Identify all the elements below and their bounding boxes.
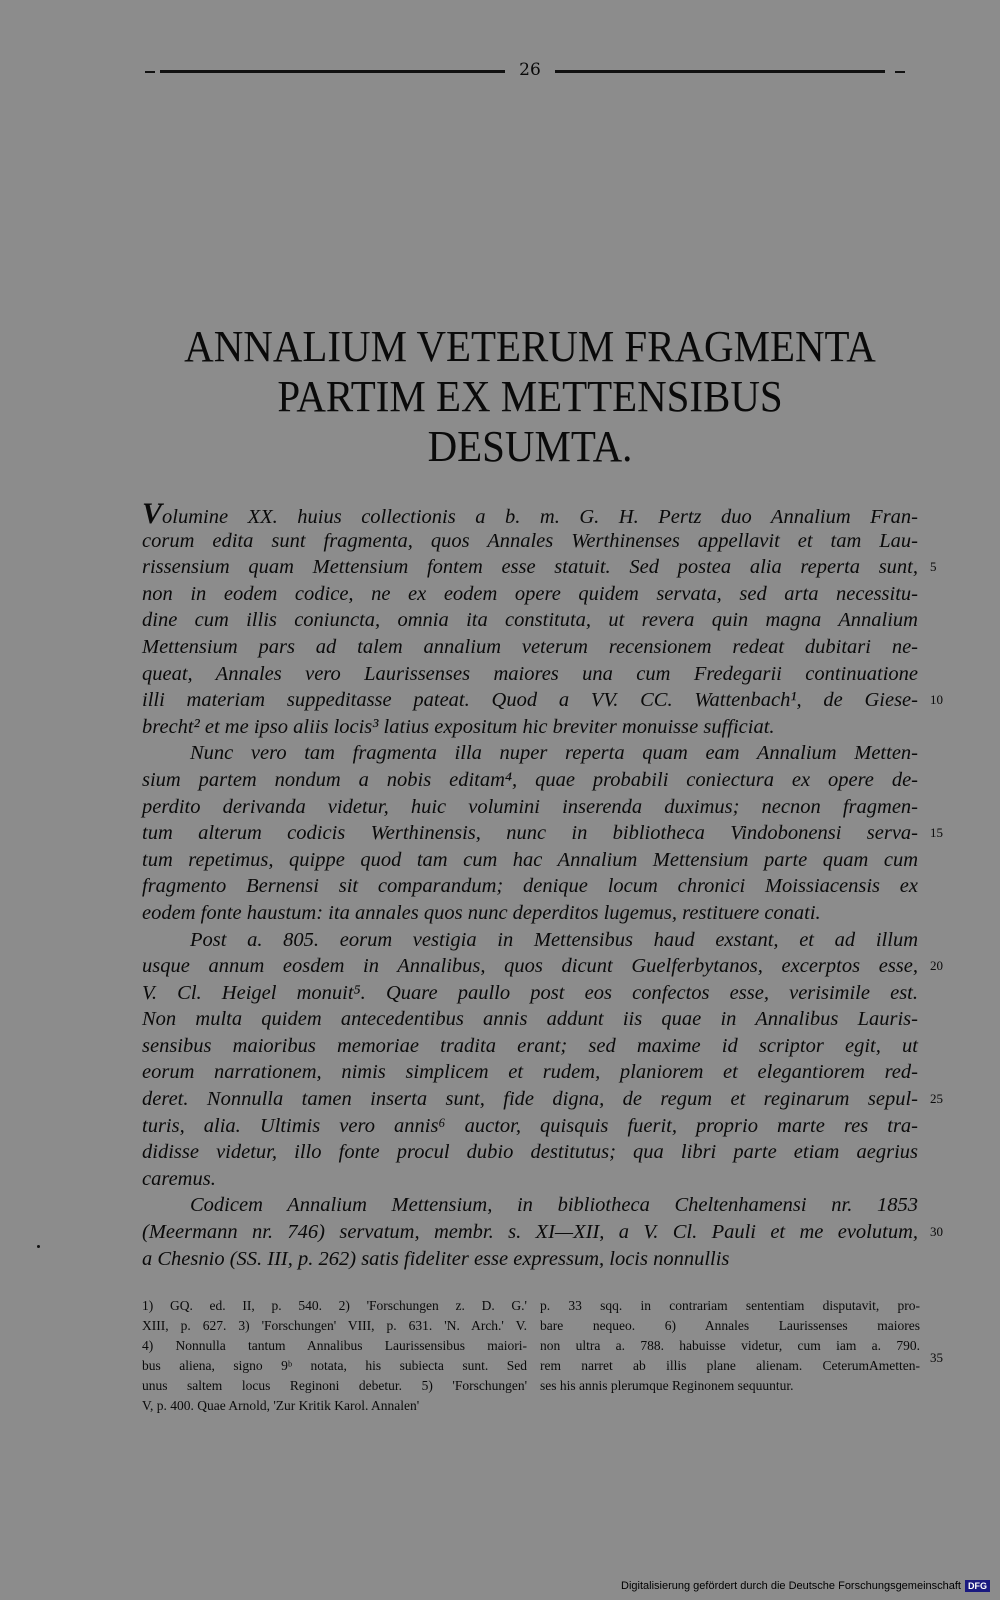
text-line: [142, 1192, 918, 1219]
text-line: [142, 900, 918, 927]
text-line-content: perdito derivanda videtur, huic volumini inserenda duximus; necnon fragmen-: [142, 795, 918, 818]
page-title: [167, 322, 892, 472]
title-line: PARTIM EX METTENSIBUS: [277, 372, 783, 421]
text-line-content: tum repetimus, quippe quod tam cum hac Annalium Mettensium parte quam cum: [142, 848, 918, 871]
text-line-content: eorum narrationem, nimis simplicem et rudem, planiorem et elegantiorem red-: [142, 1061, 918, 1084]
text-line-content: rissensium quam Mettensium fontem esse statuit. Sed postea alia reperta sunt,: [142, 556, 918, 579]
text-line: [142, 581, 918, 608]
margin-mark: [37, 1245, 40, 1248]
text-line: [142, 687, 943, 714]
footnotes-right: [540, 1296, 920, 1396]
text-line: [142, 1059, 918, 1086]
footnote-line: non ultra a. 788. habuisse videtur, cum iam a. 790.: [540, 1338, 920, 1353]
text-line-content: Nunc vero tam fragmenta illa nuper reperta quam eam Annalium Metten-: [190, 742, 918, 765]
text-line: [142, 554, 937, 581]
header-rule: [145, 71, 155, 73]
footer-text: Digitalisierung gefördert durch die Deutsche Forschungsgemeinschaft: [621, 1580, 961, 1592]
footnote-line: unus saltem locus Reginoni debetur. 5) 'Forschungen': [142, 1378, 527, 1393]
text-line-content: turis, alia. Ultimis vero annis⁶ auctor, quisquis fuerit, proprio marte res tra-: [142, 1114, 918, 1137]
text-line: [142, 794, 918, 821]
text-line: [142, 1139, 918, 1166]
text-line: [142, 980, 918, 1007]
text-line-content: fragmento Bernensi sit comparandum; denique locum chronici Moissiacensis ex: [142, 875, 918, 898]
footnote-line: bus aliena, signo 9ᵇ notata, his subiecta sunt. Sed: [142, 1358, 527, 1373]
line-number: 10: [930, 692, 943, 708]
footnote-line: 1) GQ. ed. II, p. 540. 2) 'Forschungen z. D. G.': [142, 1298, 527, 1313]
text-line: [142, 740, 918, 767]
line-number: 15: [930, 825, 943, 841]
text-line-content: queat, Annales vero Laurissenses maiores una cum Fredegarii continuatione: [142, 662, 918, 685]
text-line: [142, 927, 918, 954]
body-text: [142, 497, 943, 1272]
page-number: 26: [519, 60, 541, 80]
text-line: [142, 847, 918, 874]
title-line: ANNALIUM VETERUM FRAGMENTA: [184, 322, 876, 371]
footnote-line: 4) Nonnulla tantum Annalibus Laurissensibus maiori-: [142, 1338, 527, 1353]
text-line: [142, 953, 943, 980]
text-line: [142, 1006, 918, 1033]
text-line-content: Mettensium pars ad talem annalium veterum recensionem redeat dubitari ne-: [142, 635, 918, 658]
line-number: 5: [930, 559, 937, 575]
footnote-line: rem narret ab illis plane alienam. CeterumAmetten-: [540, 1358, 920, 1373]
footnotes-left: [142, 1296, 527, 1416]
text-line-content: Post a. 805. eorum vestigia in Mettensibus haud exstant, et ad illum: [190, 928, 918, 951]
text-line-content: illi materiam suppeditasse pateat. Quod a VV. CC. Wattenbach¹, de Giese-: [142, 689, 918, 712]
text-line-content: deret. Nonnulla tamen inserta sunt, fide digna, de regum et reginarum sepul-: [142, 1088, 918, 1111]
text-line-content: tum alterum codicis Werthinensis, nunc in bibliotheca Vindobonensi serva-: [142, 822, 918, 845]
text-line-content: usque annum eosdem in Annalibus, quos dicunt Guelferbytanos, excerptos esse,: [142, 955, 918, 978]
footnote-line: ses his annis plerumque Reginonem sequuntur.: [540, 1378, 794, 1393]
text-line: [142, 497, 918, 530]
drop-cap: V: [142, 497, 163, 530]
text-line: [142, 607, 918, 634]
text-line-content: caremus.: [142, 1167, 216, 1190]
text-line-content: corum edita sunt fragmenta, quos Annales Werthinenses appellavit et tam Lau-: [142, 529, 918, 552]
text-line: [142, 528, 918, 555]
text-line-content: sium partem nondum a nobis editam⁴, quae probabili coniectura ex opere de-: [142, 768, 918, 791]
text-line: [142, 1166, 918, 1193]
text-line: [142, 873, 918, 900]
title-line: DESUMTA.: [427, 422, 633, 471]
text-line: [142, 714, 918, 741]
footnote-line-number: 35: [930, 1350, 943, 1365]
footnote-line: V, p. 400. Quae Arnold, 'Zur Kritik Karol. Annalen': [142, 1398, 420, 1413]
line-number: 25: [930, 1091, 943, 1107]
text-line: [142, 1033, 918, 1060]
header-rule: [895, 71, 905, 73]
header-rule: [160, 70, 505, 73]
text-line-content: eodem fonte haustum: ita annales quos nunc deperditos lugemus, restituere conati.: [142, 901, 821, 924]
text-line-content: Codicem Annalium Mettensium, in bibliotheca Cheltenhamensi nr. 1853: [190, 1194, 918, 1217]
text-line-content: brecht² et me ipso aliis locis³ latius expositum hic breviter monuisse sufficiat.: [142, 715, 775, 738]
text-line: [142, 1086, 943, 1113]
text-line: [142, 1219, 943, 1246]
text-line: [142, 820, 943, 847]
line-number: 30: [930, 1224, 943, 1240]
dfg-logo: DFG: [965, 1580, 990, 1592]
footnote-line: XIII, p. 627. 3) 'Forschungen' VIII, p. 631. 'N. Arch.' V.: [142, 1318, 527, 1333]
text-line-content: non in eodem codice, ne ex eodem opere quidem servata, sed arta necessitu-: [142, 582, 918, 605]
text-line-content: a Chesnio (SS. III, p. 262) satis fideliter esse expressum, locis nonnullis: [142, 1247, 730, 1270]
header-rule: [555, 70, 885, 73]
page-header: [145, 60, 905, 82]
text-line-content: Non multa quidem antecedentibus annis addunt iis quae in Annalibus Lauris-: [142, 1008, 918, 1031]
footnote-line: p. 33 sqq. in contrariam sententiam disputavit, pro-: [540, 1298, 920, 1313]
text-line-content: sensibus maioribus memoriae tradita erant; sed maxime id scriptor egit, ut: [142, 1034, 918, 1057]
text-line: [142, 1113, 918, 1140]
text-line: [142, 634, 918, 661]
text-line: [142, 767, 918, 794]
line-number: 20: [930, 958, 943, 974]
text-line-content: didisse videtur, illo fonte procul dubio destitutus; qua libri parte etiam aegrius: [142, 1141, 918, 1164]
footnote-line: bare nequeo. 6) Annales Laurissenses maiores: [540, 1318, 920, 1333]
text-line-content: (Meermann nr. 746) servatum, membr. s. XI—XII, a V. Cl. Pauli et me evolutum,: [142, 1221, 918, 1244]
text-line: [142, 1246, 918, 1273]
text-line-content: V. Cl. Heigel monuit⁵. Quare paullo post eos confectos esse, verisimile est.: [142, 981, 918, 1004]
footer: [621, 1580, 990, 1592]
text-line-content: Volumine XX. huius collectionis a b. m. G. H. Pertz duo Annalium Fran-: [142, 497, 918, 530]
text-line: [142, 661, 918, 688]
text-line-content: dine cum illis coniuncta, omnia ita constituta, ut revera quin magna Annalium: [142, 609, 918, 632]
